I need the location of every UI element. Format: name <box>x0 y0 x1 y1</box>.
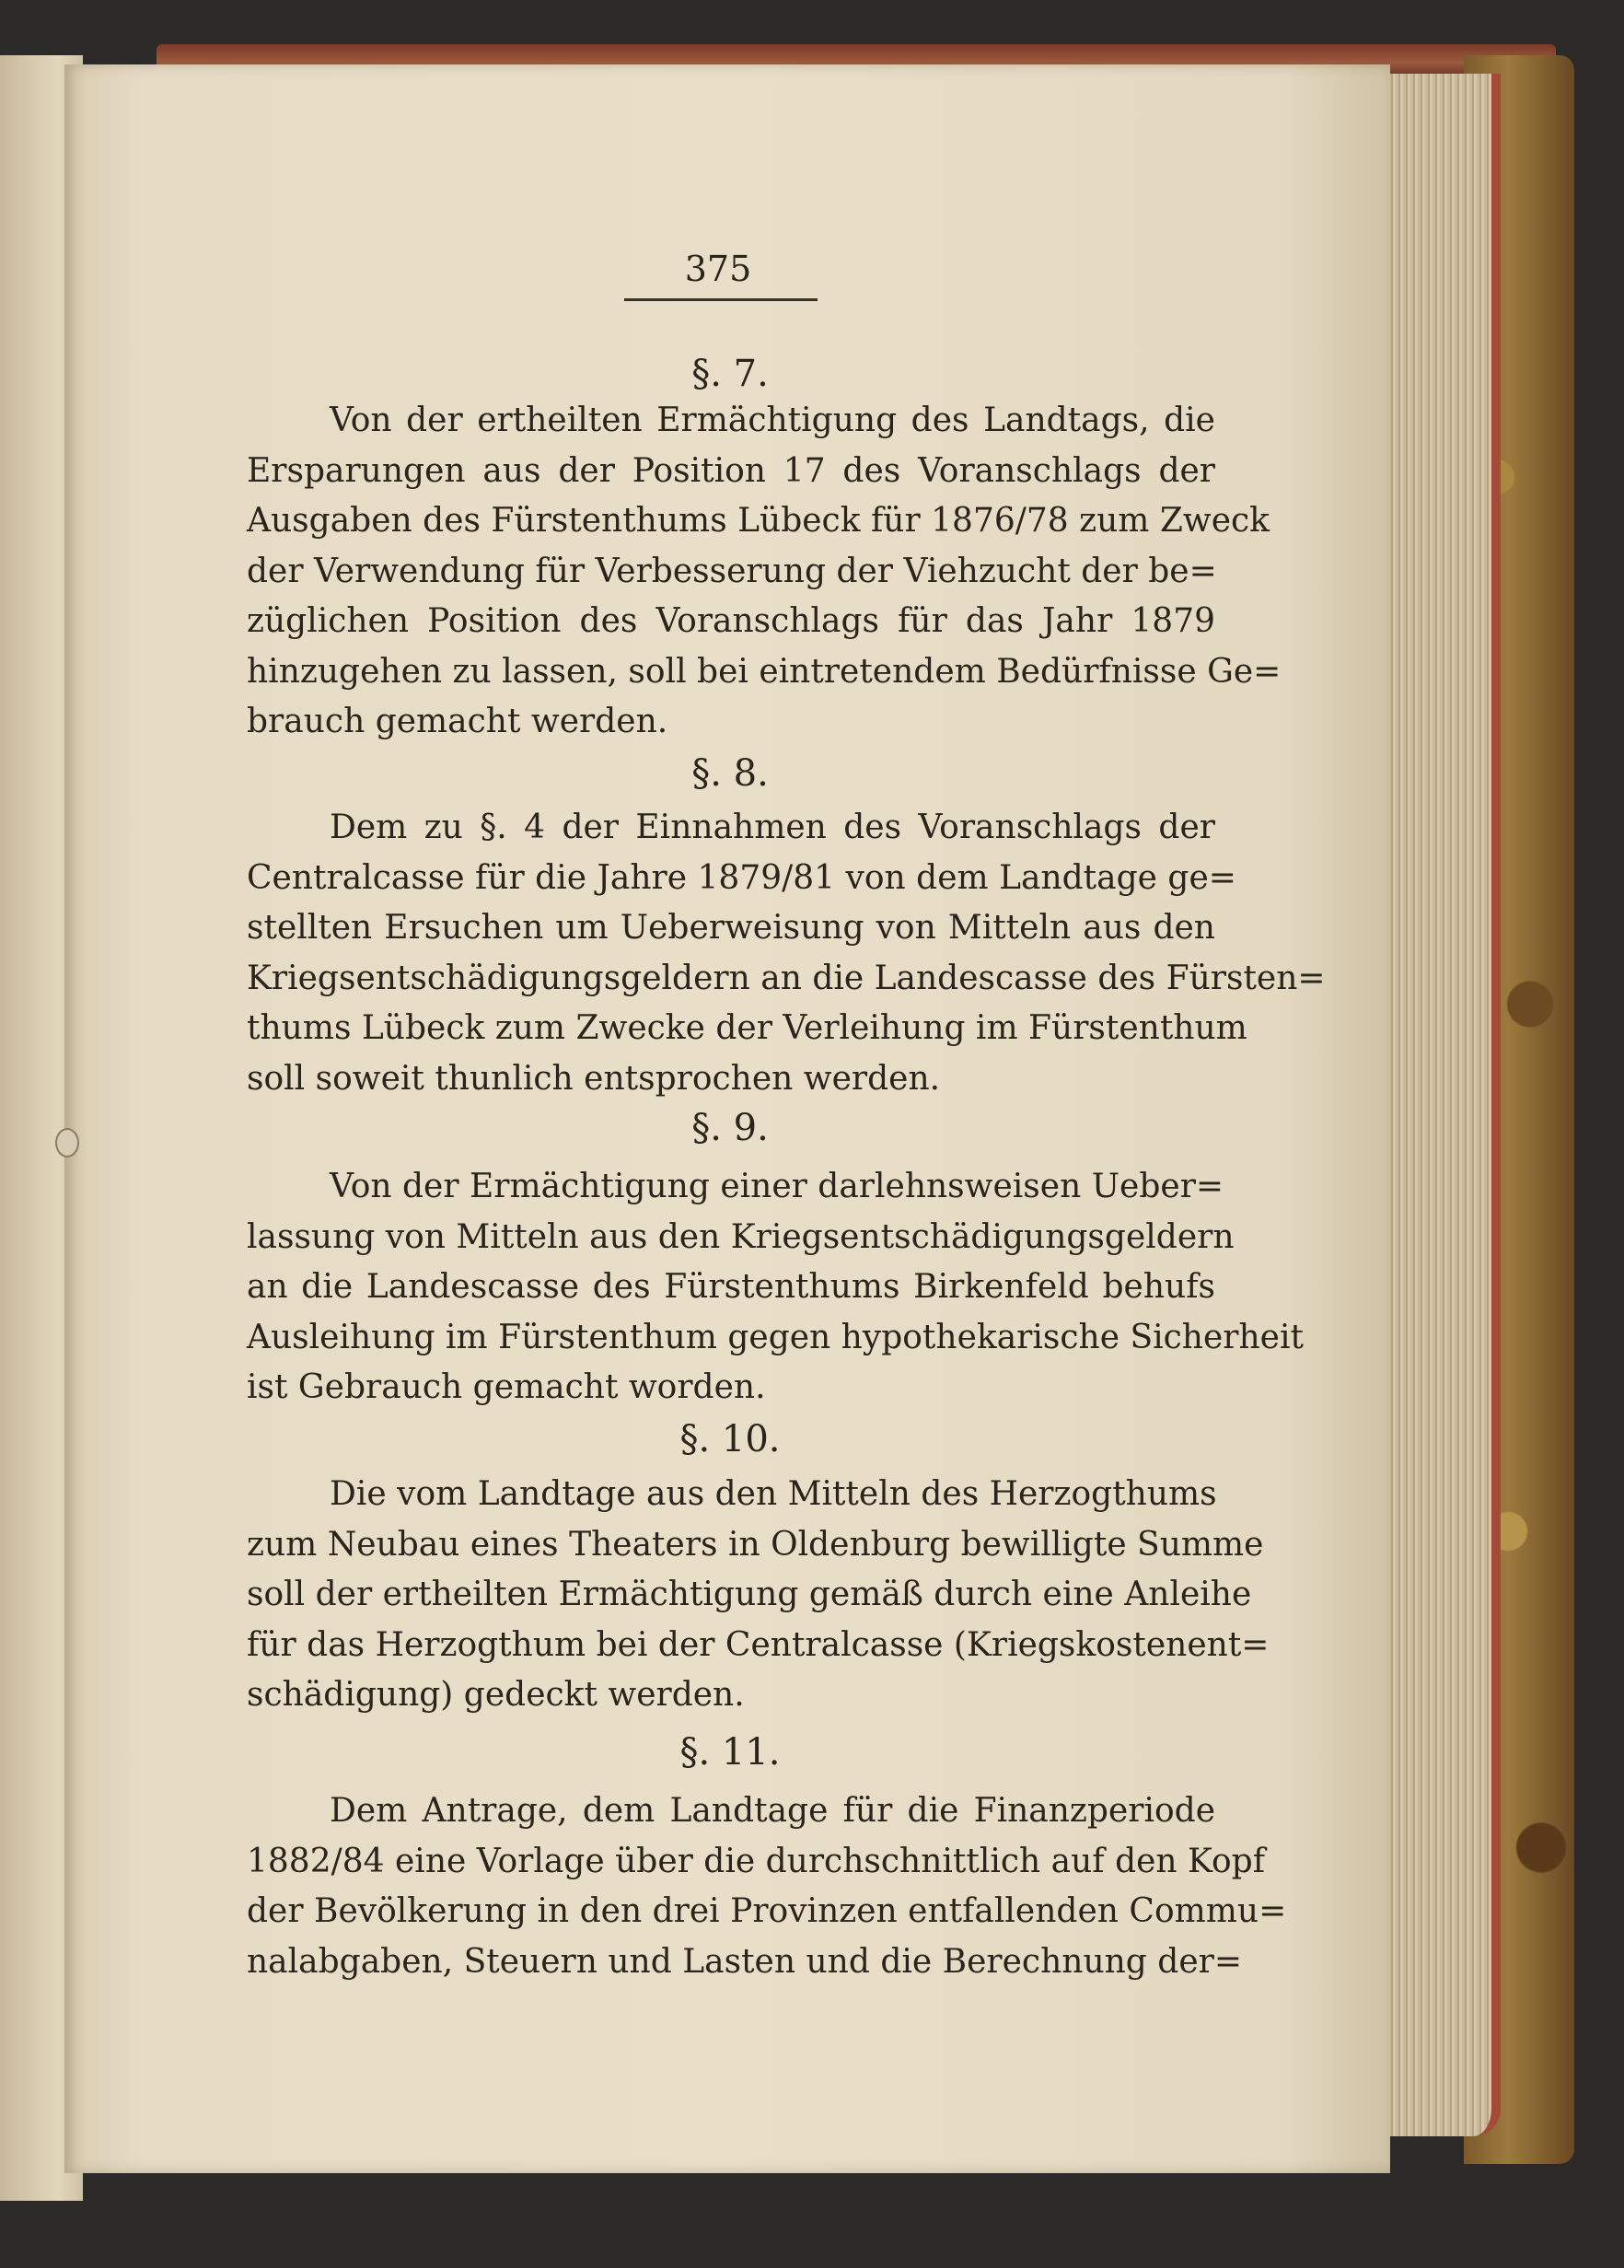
text-line: ist Gebrauch gemacht worden. <box>247 1368 766 1406</box>
text-line: Dem zu §. 4 der Einnahmen des Voranschlags der <box>330 808 1215 846</box>
text-line: Centralcasse für die Jahre 1879/81 von dem Landtage ge= <box>247 858 1236 897</box>
page-number: 375 <box>684 249 752 289</box>
text-line: Kriegsentschädigungsgeldern an die Landescasse des Fürsten= <box>247 959 1326 997</box>
header-rule <box>624 298 818 301</box>
text-line: soll soweit thunlich entsprochen werden. <box>247 1059 941 1098</box>
text-line: hinzugehen zu lassen, soll bei eintretendem Bedürfnisse Ge= <box>247 652 1282 691</box>
text-line: der Bevölkerung in den drei Provinzen entfallenden Commu= <box>247 1892 1287 1930</box>
text-line: züglichen Position des Voranschlags für das Jahr 1879 <box>247 602 1215 640</box>
section-heading-7: §. 7. <box>691 353 769 395</box>
text-line: der Verwendung für Verbesserung der Viehzucht der be= <box>247 552 1217 590</box>
section-11-paragraph <box>247 1786 1287 1987</box>
binding-thread <box>55 1128 79 1157</box>
section-heading-8: §. 8. <box>691 752 769 795</box>
text-line: thums Lübeck zum Zwecke der Verleihung im Fürstenthum <box>247 1009 1247 1047</box>
text-line: für das Herzogthum bei der Centralcasse (Kriegskostenent= <box>247 1625 1270 1664</box>
section-8-paragraph <box>247 803 1326 1104</box>
text-line: soll der ertheilten Ermächtigung gemäß durch eine Anleihe <box>247 1576 1252 1613</box>
page-edges <box>1381 74 1501 2136</box>
text-line: Ausgaben des Fürstenthums Lübeck für 1876/78 zum Zweck <box>247 502 1270 540</box>
text-line: Von der ertheilten Ermächtigung des Landtags, die <box>330 401 1215 439</box>
text-line: stellten Ersuchen um Ueberweisung von Mitteln aus den <box>247 909 1215 947</box>
section-heading-11: §. 11. <box>679 1731 781 1774</box>
text-line: Die vom Landtage aus den Mitteln des Herzogthums <box>330 1475 1217 1513</box>
section-10-paragraph <box>247 1470 1270 1721</box>
text-line: brauch gemacht werden. <box>247 703 668 740</box>
text-line: an die Landescasse des Fürstenthums Birkenfeld behufs <box>247 1268 1215 1306</box>
text-line: 1882/84 eine Vorlage über die durchschnittlich auf den Kopf <box>247 1842 1266 1880</box>
section-heading-9: §. 9. <box>691 1107 769 1149</box>
text-line: Dem Antrage, dem Landtage für die Finanzperiode <box>330 1792 1215 1830</box>
section-9-paragraph <box>247 1162 1304 1413</box>
text-line: Ersparungen aus der Position 17 des Voranschlags der <box>247 451 1215 490</box>
text-line: nalabgaben, Steuern und Lasten und die Berechnung der= <box>247 1942 1243 1981</box>
text-line: zum Neubau eines Theaters in Oldenburg bewilligte Summe <box>247 1525 1264 1564</box>
section-heading-10: §. 10. <box>679 1418 781 1460</box>
text-line: schädigung) gedeckt werden. <box>247 1676 745 1714</box>
text-line: Von der Ermächtigung einer darlehnsweisen Ueber= <box>330 1168 1224 1205</box>
section-7-paragraph <box>247 396 1282 748</box>
text-line: lassung von Mitteln aus den Kriegsentschädigungsgeldern <box>247 1217 1235 1256</box>
text-line: Ausleihung im Fürstenthum gegen hypothekarische Sicherheit <box>247 1318 1304 1356</box>
